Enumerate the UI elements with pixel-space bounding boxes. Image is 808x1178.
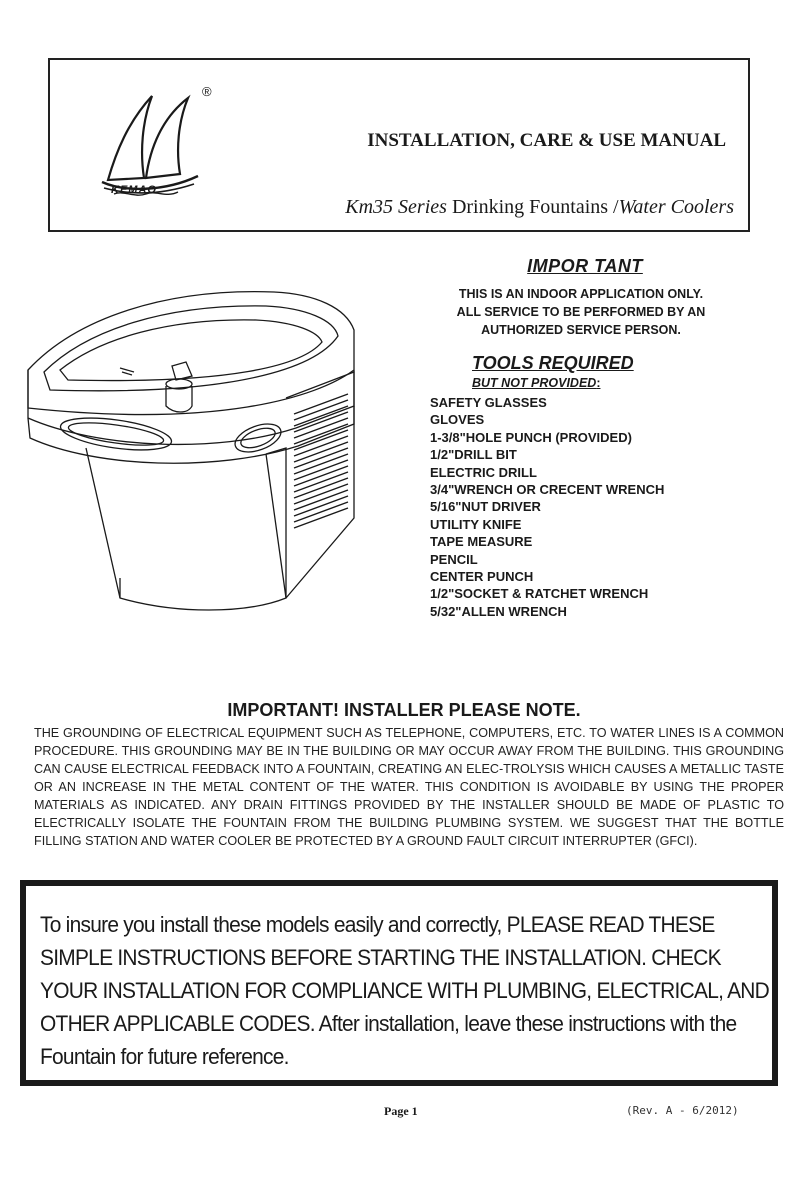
tools-subheading-text: BUT NOT PROVIDED [472,376,597,390]
tool-item: GLOVES [430,412,485,428]
tools-list [410,394,740,620]
subtitle-type: Water Coolers [618,196,734,218]
tool-item: PENCIL [430,551,478,567]
right-column [410,256,740,620]
tool-item: TAPE MEASURE [430,534,533,550]
header-box [48,58,750,232]
registered-mark: ® [202,84,212,99]
subtitle-product: Drinking Fountains / [451,196,619,218]
tool-item: UTILITY KNIFE [430,516,522,532]
tool-item: ELECTRIC DRILL [430,464,537,480]
drinking-fountain-illustration [16,278,366,628]
document-title: INSTALLATION, CARE & USE MANUAL [367,130,726,151]
important-line: THIS IS AN INDOOR APPLICATION ONLY. [458,287,704,301]
installer-note-heading: IMPORTANT! INSTALLER PLEASE NOTE. [227,700,581,720]
notice-box [20,880,778,1086]
installer-note-body: THE GROUNDING OF ELECTRICAL EQUIPMENT SUCH AS TELEPHONE, COMPUTERS, ETC. TO WATER LINES IS A COMMON PROCEDURE. THIS GROUNDING MAY BE IN THE BUILDING OR MAY OCCUR AWAY FROM THE BUILDING. THIS GROUNDING CAN CAUSE ELECTRICAL FEEDBACK INTO A FOUNTAIN, CREATING AN ELEC-TROLYSIS WHICH CAUSES A METALLIC TASTE OR AN INCREASE IN THE METAL CONTENT OF THE WATER. THIS CONDITION IS AVOIDABLE BY USING THE PROPER MATERIALS AS INDICATED. ANY DRAIN FITTINGS PROVIDED BY THE INSTALLER SHOULD BE MADE OF PLASTIC TO ELECTRICALLY ISOLATE THE FOUNTAIN FROM THE BUILDING PLUMBING SYSTEM. WE SUGGEST THAT THE BOTTLE FILLING STATION AND WATER COOLER BE PROTECTED BY A GROUND FAULT CIRCUIT INTERRUPTER (GFCI). [34,726,784,848]
tools-subheading-colon: : [596,376,601,390]
tool-item: 1/2"SOCKET & RATCHET WRENCH [430,586,649,602]
brand-name: KEMAO [111,184,157,196]
tool-item: 5/32"ALLEN WRENCH [430,603,567,619]
important-lines [410,285,740,339]
tool-item: 5/16"NUT DRIVER [430,499,541,515]
page-number: Page 1 [384,1104,418,1118]
revision-label: (Rev. A - 6/2012) [626,1104,739,1117]
tool-item: CENTER PUNCH [430,569,534,585]
tool-item: 1/2"DRILL BIT [430,447,517,463]
important-line: ALL SERVICE TO BE PERFORMED BY AN [456,305,706,319]
tool-item: 3/4"WRENCH OR CRECENT WRENCH [430,482,665,498]
important-heading: IMPOR TANT [527,256,643,276]
tool-item: SAFETY GLASSES [430,395,547,410]
notice-text: To insure you install these models easily and correctly, PLEASE READ THESE SIMPLE INSTRUCTIONS BEFORE STARTING THE INSTALLATION. CHECK YOUR INSTALLATION FOR COMPLIANCE WITH PLUMBING, ELECTRICAL, AND OTHER APPLICABLE CODES. After installation, leave these instructions with the Fountain for future reference. [40,912,770,1069]
important-line: AUTHORIZED SERVICE PERSON. [481,323,681,337]
subtitle-series: Km35 Series [345,196,447,218]
tools-subheading [472,376,740,390]
document-subtitle [345,196,734,219]
tool-item: 1-3/8"HOLE PUNCH (PROVIDED) [430,429,632,445]
tools-heading: TOOLS REQUIRED [472,353,634,373]
